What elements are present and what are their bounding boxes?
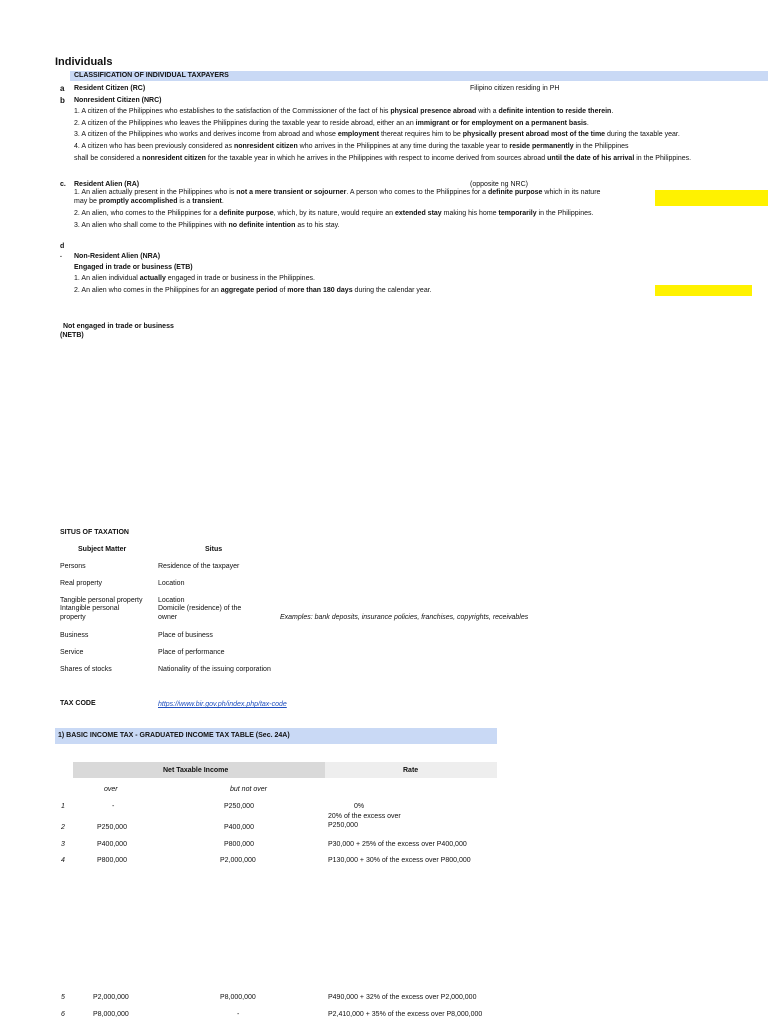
situs-subject: Tangible personal property — [60, 597, 143, 604]
sub-col-over: over — [104, 786, 118, 793]
marker-d: d — [60, 243, 65, 250]
resident-alien-item: 3. An alien who shall come to the Philippines with no definite intention as to his stay. — [74, 222, 340, 229]
resident-alien-item: may be promptly accomplished is a transient. — [74, 198, 224, 205]
row-number: 1 — [61, 803, 65, 810]
resident-alien-label: Resident Alien (RA) — [74, 181, 140, 188]
situs-value-cont: owner — [158, 614, 178, 621]
row-rate: 0% — [354, 803, 365, 810]
nonresident-citizen-item: 2. A citizen of the Philippines who leaves the Philippines during the taxable year to reside abroad, either an an immigrant or for employment on a permanent basis. — [74, 120, 589, 127]
nonresident-citizen-item: shall be considered a nonresident citizen for the taxable year in which he arrives in the Philippines with respect to income derived from sources abroad until the date of his arrival in the Philippines. — [74, 155, 692, 162]
row-rate: P30,000 + 25% of the excess over P400,000 — [328, 841, 467, 848]
row-rate-extra: 20% of the excess over — [328, 813, 401, 820]
page-title: Individuals — [55, 56, 113, 68]
situs-value: Place of business — [158, 632, 213, 639]
situs-title: SITUS OF TAXATION — [60, 529, 129, 536]
row-rate: P490,000 + 32% of the excess over P2,000,000 — [328, 994, 477, 1001]
row-number: 4 — [61, 857, 65, 864]
row-over: P250,000 — [97, 824, 127, 831]
classification-header: CLASSIFICATION OF INDIVIDUAL TAXPAYERS — [74, 72, 229, 79]
marker-d-dot: . — [60, 252, 62, 259]
marker-c: c. — [60, 181, 66, 188]
row-number: 6 — [61, 1011, 65, 1018]
row-over: P8,000,000 — [93, 1011, 129, 1018]
situs-col-situs: Situs — [205, 546, 223, 553]
rate-header-cell — [325, 762, 497, 778]
situs-value: Nationality of the issuing corporation — [158, 666, 271, 673]
income-tax-header-bar — [55, 728, 497, 744]
sub-col-not-over: but not over — [230, 786, 267, 793]
resident-alien-item: 1. An alien actually present in the Philippines who is not a mere transient or sojourner. A person who comes to the Philippines for a definite purpose which in its nature — [74, 189, 601, 196]
situs-value: Domicile (residence) of the — [158, 605, 242, 612]
nonresident-alien-item: 2. An alien who comes in the Philippines for an aggregate period of more than 180 days during the calendar year. — [74, 287, 432, 294]
nonresident-citizen-item: 4. A citizen who has been previously considered as nonresident citizen who arrives in the Philippines at any time during the taxable year to reside permanently in the Philippines — [74, 143, 629, 150]
row-over: P400,000 — [97, 841, 127, 848]
yellow-highlight-2 — [655, 285, 752, 296]
tax-code-label: TAX CODE — [60, 700, 96, 707]
resident-alien-note: (opposite ng NRC) — [470, 181, 528, 188]
row-number: 5 — [61, 994, 65, 1001]
row-not-over: P250,000 — [224, 803, 254, 810]
situs-subject: Persons — [60, 563, 86, 570]
situs-value: Location — [158, 597, 185, 604]
row-over: P800,000 — [97, 857, 127, 864]
situs-subject: Service — [60, 649, 84, 656]
classification-header-bar — [70, 71, 768, 81]
situs-value: Residence of the taxpayer — [158, 563, 240, 570]
situs-subject: Shares of stocks — [60, 666, 112, 673]
resident-citizen-label: Resident Citizen (RC) — [74, 85, 146, 92]
netb-line1: Not engaged in trade or business — [63, 323, 174, 330]
nonresident-citizen-item: 1. A citizen of the Philippines who establishes to the satisfaction of the Commissioner of the fact of his physical presence abroad with a definite intention to reside therein. — [74, 108, 614, 115]
row-not-over: P2,000,000 — [220, 857, 256, 864]
row-rate: P2,410,000 + 35% of the excess over P8,000,000 — [328, 1011, 483, 1018]
row-over: - — [112, 803, 115, 810]
row-not-over: P8,000,000 — [220, 994, 256, 1001]
marker-b: b — [60, 96, 65, 105]
income-tax-header: 1) BASIC INCOME TAX - GRADUATED INCOME TAX TABLE (Sec. 24A) — [58, 732, 290, 739]
situs-intangible-examples: Examples: bank deposits, insurance policies, franchises, copyrights, receivables — [280, 614, 529, 621]
resident-citizen-note: Filipino citizen residing in PH — [470, 85, 560, 92]
row-number: 2 — [61, 824, 65, 831]
situs-subject: Intangible personal — [60, 605, 120, 612]
situs-col-subject: Subject Matter — [78, 546, 127, 553]
col-net-taxable-income: Net Taxable Income — [163, 767, 229, 774]
net-taxable-income-header-cell — [73, 762, 325, 778]
etb-label: Engaged in trade or business (ETB) — [74, 264, 193, 271]
netb-line2: (NETB) — [60, 332, 84, 339]
row-rate: P130,000 + 30% of the excess over P800,000 — [328, 857, 471, 864]
row-not-over: - — [237, 1011, 240, 1018]
tax-code-link[interactable]: https://www.bir.gov.ph/index.php/tax-code — [158, 701, 287, 708]
nonresident-alien-item: 1. An alien individual actually engaged in trade or business in the Philippines. — [74, 275, 315, 282]
row-not-over: P400,000 — [224, 824, 254, 831]
situs-subject: Business — [60, 632, 89, 639]
situs-value: Place of performance — [158, 649, 225, 656]
row-over: P2,000,000 — [93, 994, 129, 1001]
marker-a: a — [60, 84, 65, 93]
situs-subject-cont: property — [60, 614, 86, 621]
col-rate: Rate — [403, 767, 419, 774]
situs-value: Location — [158, 580, 185, 587]
row-not-over: P800,000 — [224, 841, 254, 848]
situs-subject: Real property — [60, 580, 103, 587]
yellow-highlight-1 — [655, 190, 768, 206]
nonresident-citizen-item: 3. A citizen of the Philippines who works and derives income from abroad and whose employment thereat requires him to be physically present abroad most of the time during the taxable year. — [74, 131, 680, 138]
nonresident-alien-label: Non-Resident Alien (NRA) — [74, 253, 161, 260]
resident-alien-item: 2. An alien, who comes to the Philippines for a definite purpose, which, by its nature, would require an extended stay making his home temporarily in the Philippines. — [74, 210, 594, 217]
row-number: 3 — [61, 841, 65, 848]
row-rate: P250,000 — [328, 822, 358, 829]
nonresident-citizen-label: Nonresident Citizen (NRC) — [74, 97, 162, 104]
